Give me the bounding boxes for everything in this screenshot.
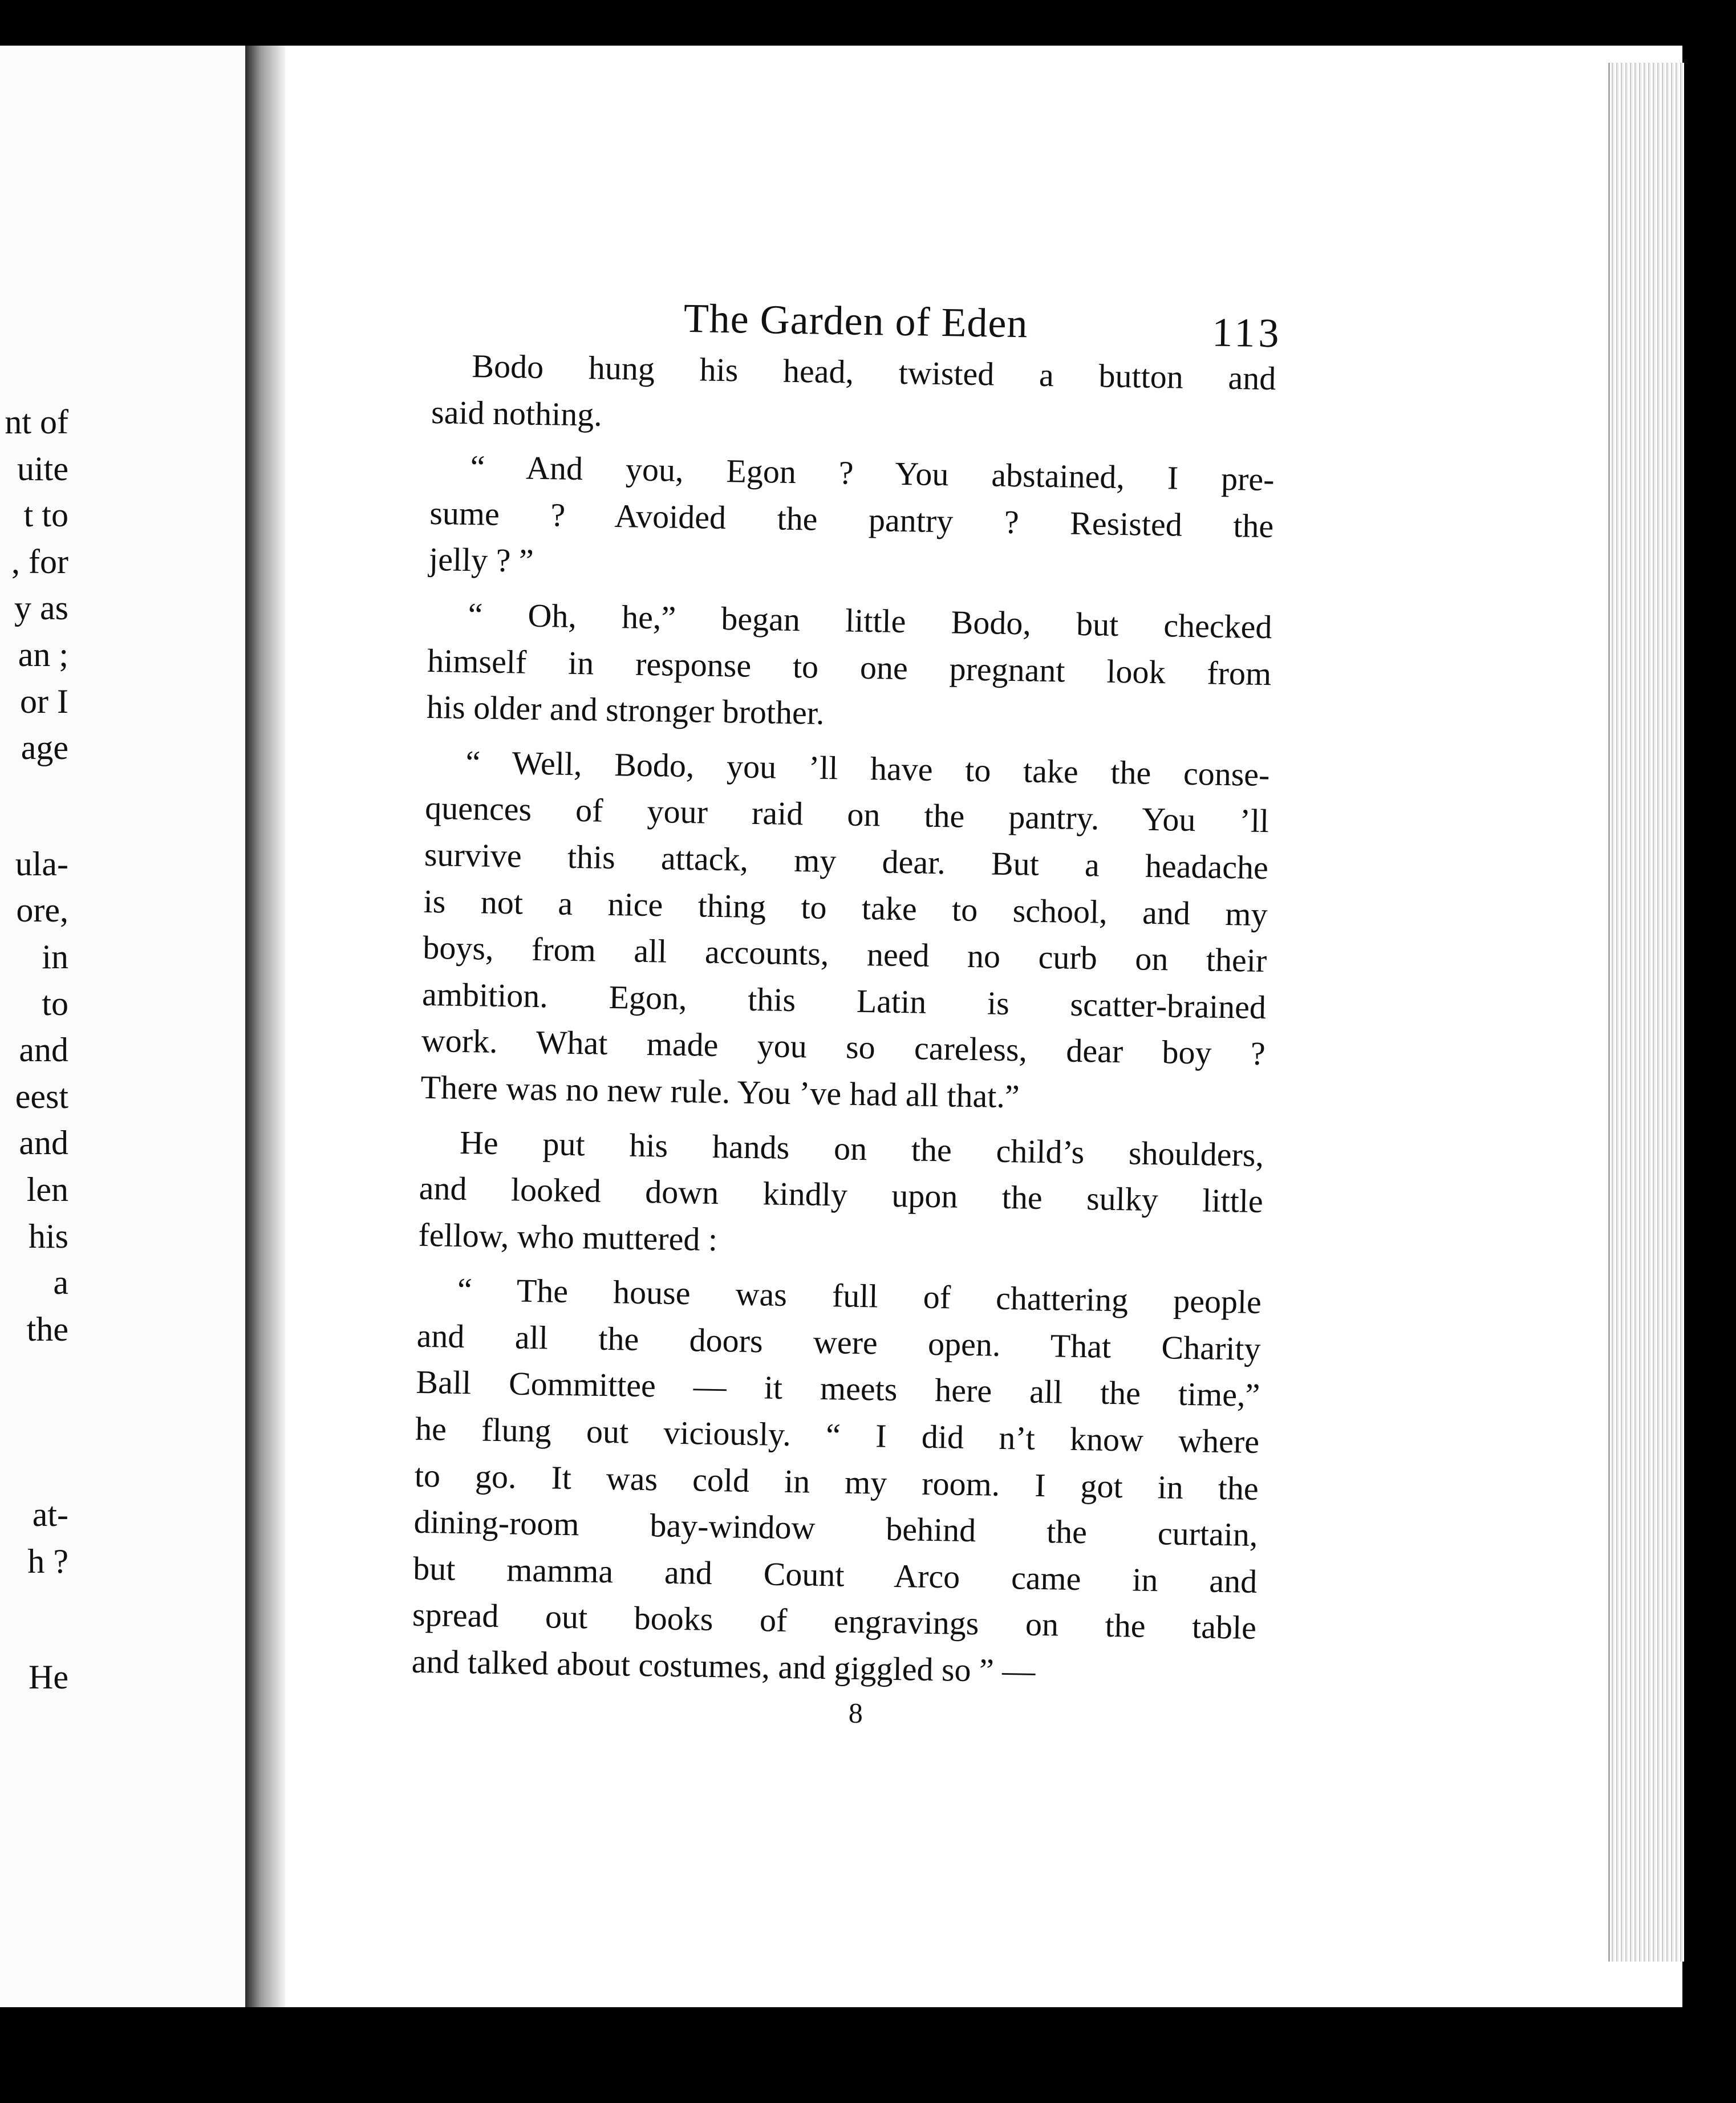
text-line: dining-room bay-window behind the curtain,: [413, 1503, 1258, 1554]
text-line: There was no new rule. You ’ve had all that.”: [420, 1068, 1020, 1115]
left-page-fragment: ore,: [16, 891, 68, 929]
paragraph: [426, 591, 1272, 744]
text-line: is not a nice thing to take to school, and my: [423, 882, 1268, 933]
left-page-fragment: to: [42, 984, 68, 1022]
text-line: “ The house was full of chattering people: [457, 1271, 1262, 1321]
signature-mark: 8: [848, 1696, 863, 1729]
text-line: and talked about costumes, and giggled so ” —: [411, 1642, 1036, 1690]
left-page-fragment: and: [19, 1031, 68, 1069]
left-page-fragment: age: [21, 729, 68, 767]
left-page-fragment: len: [26, 1170, 68, 1208]
text-line: jelly ? ”: [428, 541, 534, 580]
left-page-fragment: nt of: [5, 403, 68, 441]
text-line: quences of your raid on the pantry. You ’ll: [424, 789, 1269, 840]
left-page-fragment: his: [28, 1217, 68, 1255]
left-page-fragment: [0, 1422, 68, 1492]
left-page-fragment: He: [29, 1658, 68, 1696]
text-line: himself in response to one pregnant look from: [427, 642, 1272, 692]
text-line: he flung out viciously. “ I did n’t know where: [415, 1410, 1260, 1461]
left-page-fragment: y as: [14, 589, 68, 627]
left-page-fragment: an ;: [18, 635, 68, 673]
left-page-fragment: [0, 1585, 68, 1654]
text-line: fellow, who muttered :: [418, 1216, 718, 1258]
page-spine-shadow: [245, 46, 285, 2007]
page-edges: [1608, 63, 1684, 1962]
text-line: sume ? Avoided the pantry ? Resisted the: [429, 494, 1274, 545]
text-line: Ball Committee — it meets here all the time,”: [415, 1363, 1260, 1414]
left-page-text-fragments: [0, 399, 68, 1701]
text-line: but mamma and Count Arco came in and: [412, 1549, 1258, 1600]
left-page-fragment: ula-: [15, 845, 68, 883]
text-line: and looked down kindly upon the sulky little: [419, 1169, 1264, 1220]
text-line: to go. It was cold in my room. I got in the: [414, 1456, 1259, 1507]
text-line: and all the doors were open. That Charity: [416, 1317, 1262, 1367]
left-page-fragment: the: [26, 1310, 68, 1348]
text-line: “ Well, Bodo, you ’ll have to take the conse-: [465, 743, 1270, 793]
left-page-fragment: at-: [32, 1496, 68, 1534]
left-page-fragment: , for: [11, 542, 68, 580]
left-page-fragment: [0, 1353, 68, 1422]
body-text: [411, 342, 1276, 1698]
running-head: [432, 274, 1283, 356]
running-head-title: The Garden of Eden: [683, 295, 1029, 347]
paragraph: [411, 1266, 1262, 1698]
left-page-fragment: [0, 772, 68, 841]
text-line: boys, from all accounts, need no curb on their: [422, 928, 1267, 980]
text-line: He put his hands on the child’s shoulders,: [459, 1123, 1264, 1174]
left-page-fragment: h ?: [27, 1542, 68, 1580]
left-page-fragment: uite: [17, 449, 68, 488]
text-line: “ And you, Egon ? You abstained, I pre-: [470, 448, 1275, 498]
paragraph: [418, 1118, 1264, 1271]
paragraph: [420, 738, 1270, 1124]
text-line: “ Oh, he,” began little Bodo, but checked: [468, 595, 1272, 646]
text-line: survive this attack, my dear. But a headache: [424, 835, 1269, 887]
text-line: work. What made you so careless, dear boy ?: [421, 1022, 1266, 1073]
left-page-fragment: or I: [20, 682, 68, 720]
page-number: 113: [1211, 309, 1283, 356]
left-page: [0, 46, 278, 2007]
text-block: [411, 274, 1283, 1736]
text-line: spread out books of engravings on the table: [412, 1596, 1257, 1647]
paragraph: [428, 443, 1275, 596]
text-line: his older and stronger brother.: [426, 688, 825, 732]
left-page-fragment: eest: [15, 1077, 68, 1115]
text-line: said nothing.: [431, 393, 603, 433]
left-page-fragment: in: [42, 937, 68, 976]
text-line: Bodo hung his head, twisted a button and: [471, 347, 1276, 397]
left-page-fragment: and: [19, 1124, 68, 1162]
left-page-fragment: t to: [23, 496, 68, 534]
paragraph: [431, 342, 1276, 448]
left-page-fragment: a: [53, 1264, 68, 1302]
text-line: ambition. Egon, this Latin is scatter-brained: [421, 975, 1267, 1026]
